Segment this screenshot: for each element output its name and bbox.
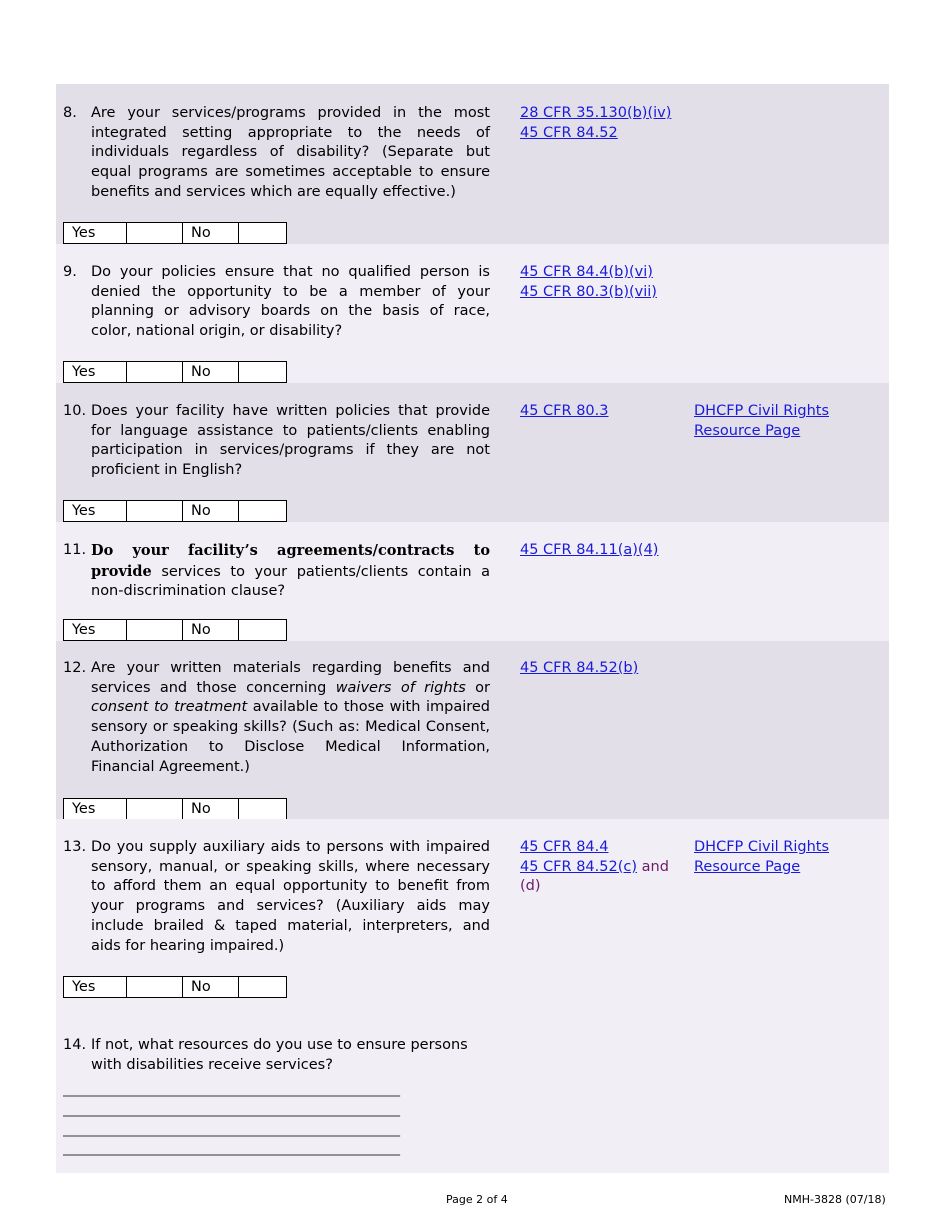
regulation-refs — [520, 402, 680, 422]
yes-no-answer-box — [63, 619, 287, 641]
question-number: 14. — [63, 1037, 87, 1053]
regulation-link[interactable]: 45 CFR 84.52(b) — [520, 660, 639, 676]
question-text-bold: Do your facility’s agreements/contracts to provide — [91, 542, 490, 580]
yes-checkbox[interactable] — [127, 799, 183, 819]
yes-label: Yes — [64, 362, 127, 382]
civil-rights-resource-link[interactable]: DHCFP Civil Rights Resource Page — [694, 403, 830, 439]
regulation-link[interactable]: 45 CFR 80.3(b)(vii) — [520, 283, 657, 300]
yes-label: Yes — [64, 501, 127, 521]
question-number: 10. — [63, 403, 87, 419]
regulation-link[interactable]: 45 CFR 84.52 — [520, 124, 618, 141]
regulation-refs — [520, 541, 680, 561]
no-checkbox[interactable] — [239, 977, 286, 997]
form-id: NMH-3828 (07/18) — [784, 1193, 886, 1206]
question-11 — [63, 541, 490, 602]
answer-line[interactable]: ___________________________________________________ — [63, 1121, 400, 1137]
yes-checkbox[interactable] — [127, 977, 183, 997]
question-number: 12. — [63, 660, 87, 676]
yes-label: Yes — [64, 977, 127, 997]
question-text: Do your policies ensure that no qualified person is denied the opportunity to be a member of your planning or advisory boards on the basis of race, color, national origin, or disability? — [91, 264, 490, 340]
regulation-link[interactable]: 45 CFR 84.52(c) — [520, 858, 638, 875]
yes-no-answer-box — [63, 500, 287, 522]
question-text: Are your services/programs provided in the most integrated setting appropriate to the needs of individuals regardless of disability? (Separate but equal programs are sometimes acceptable to ensure benefits and services which are equally effective.) — [91, 105, 490, 200]
question-9 — [63, 263, 490, 342]
no-checkbox[interactable] — [239, 620, 286, 640]
question-12-section — [56, 641, 889, 819]
no-label: No — [183, 977, 239, 997]
answer-line[interactable]: ___________________________________________________ — [63, 1101, 400, 1117]
question-number: 8. — [63, 105, 77, 121]
no-label: No — [183, 799, 239, 819]
yes-checkbox[interactable] — [127, 620, 183, 640]
regulation-link[interactable]: 45 CFR 84.4(b)(vi) — [520, 264, 653, 280]
regulation-suffix: and (d) — [520, 858, 669, 895]
no-label: No — [183, 362, 239, 382]
question-9-section — [56, 244, 889, 383]
question-text — [91, 659, 490, 777]
question-text-part: Are your written materials regarding benefits and services and those concerning — [91, 660, 490, 696]
question-number: 9. — [63, 264, 77, 280]
question-13 — [63, 838, 490, 956]
yes-checkbox[interactable] — [127, 223, 183, 243]
question-text: Does your facility have written policies that provide for language assistance to patients/clients enabling participation in services/programs if they are not proficient in English? — [91, 403, 490, 479]
question-10 — [63, 402, 490, 481]
no-checkbox[interactable] — [239, 362, 286, 382]
no-label: No — [183, 223, 239, 243]
no-checkbox[interactable] — [239, 501, 286, 521]
question-text-italic: consent to treatment — [91, 699, 248, 716]
yes-no-answer-box — [63, 798, 287, 820]
regulation-refs — [520, 659, 680, 679]
no-checkbox[interactable] — [239, 223, 286, 243]
regulation-refs — [520, 104, 680, 143]
yes-label: Yes — [64, 620, 127, 640]
yes-no-answer-box — [63, 361, 287, 383]
answer-line[interactable]: ___________________________________________________ — [63, 1140, 400, 1156]
resource-links — [694, 402, 884, 441]
question-number: 11. — [63, 542, 87, 558]
question-13-14-section — [56, 819, 889, 1173]
question-number: 13. — [63, 839, 87, 855]
question-12 — [63, 659, 490, 777]
question-text: If not, what resources do you use to ensure persons with disabilities receive services? — [91, 1037, 468, 1073]
question-8-section — [56, 84, 889, 244]
no-label: No — [183, 501, 239, 521]
no-checkbox[interactable] — [239, 799, 286, 819]
question-text-part: or — [475, 679, 490, 696]
yes-no-answer-box — [63, 222, 287, 244]
regulation-link[interactable]: 45 CFR 84.4 — [520, 839, 609, 855]
regulation-refs — [520, 838, 680, 897]
answer-line[interactable]: ___________________________________________________ — [63, 1081, 400, 1097]
yes-checkbox[interactable] — [127, 362, 183, 382]
no-label: No — [183, 620, 239, 640]
yes-label: Yes — [64, 799, 127, 819]
regulation-refs — [520, 263, 680, 302]
regulation-link[interactable]: 45 CFR 84.11(a)(4) — [520, 542, 659, 558]
question-text-part: available to those with impaired sensory or speaking skills? (Such as: Medical Consent, Authorization to Disclose Medical Information, Financial Agreement.) — [91, 699, 491, 775]
question-11-section — [56, 522, 889, 641]
question-8 — [63, 104, 490, 203]
yes-no-answer-box — [63, 976, 287, 998]
question-14 — [63, 1036, 490, 1075]
yes-label: Yes — [64, 223, 127, 243]
yes-checkbox[interactable] — [127, 501, 183, 521]
resource-links — [694, 838, 884, 877]
regulation-link[interactable]: 28 CFR 35.130(b)(iv) — [520, 105, 672, 121]
question-text-italic: waivers of rights — [335, 679, 466, 696]
question-text — [91, 541, 490, 602]
question-text: Do you supply auxiliary aids to persons with impaired sensory, manual, or speaking skills, where necessary to afford them an equal opportunity to benefit from your programs and services? (Auxiliary aids may include brailed & taped material, interpreters, and aids for hearing impaired.) — [91, 839, 490, 954]
question-10-section — [56, 383, 889, 522]
question-text-rest: services to your patients/clients contain a non-discrimination clause? — [91, 563, 490, 600]
page-number: Page 2 of 4 — [446, 1193, 508, 1206]
civil-rights-resource-link[interactable]: DHCFP Civil Rights Resource Page — [694, 839, 830, 875]
regulation-link[interactable]: 45 CFR 80.3 — [520, 403, 609, 419]
